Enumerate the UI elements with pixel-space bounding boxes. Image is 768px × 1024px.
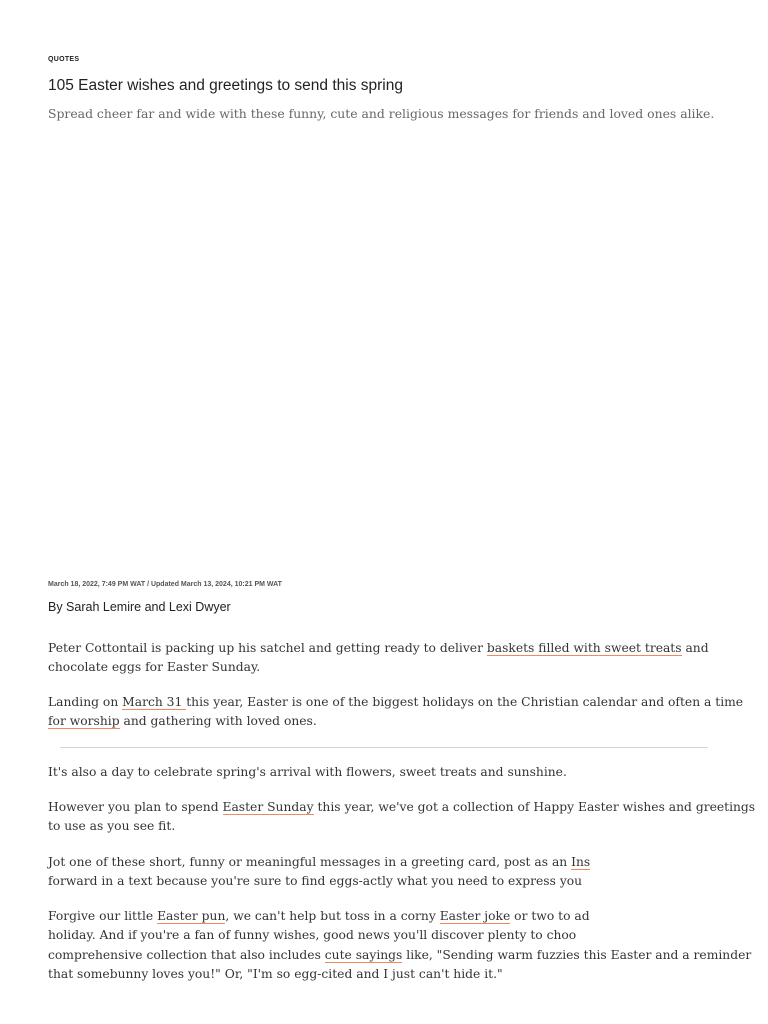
paragraph-6-text: Forgive our little: [48, 909, 158, 923]
article-headline: 105 Easter wishes and greetings to send this spring: [48, 77, 403, 94]
paragraph-6-text-2: , we can't help but toss in a corny: [225, 909, 440, 923]
paragraph-4: [48, 798, 756, 837]
paragraph-1: [48, 639, 720, 678]
paragraph-3-text: It's also a day to celebrate spring's arrival with flowers, sweet treats and sunshine.: [48, 765, 567, 779]
paragraph-6: [48, 907, 752, 985]
easter-pun-link[interactable]: Easter pun: [157, 909, 226, 923]
paragraph-2-text-2: this year, Easter is one of the biggest holidays on the Christian calendar and often a time: [186, 695, 744, 709]
paragraph-1-text: Peter Cottontail is packing up his satchel and getting ready to deliver: [48, 641, 487, 655]
article-dateline: March 18, 2022, 7:49 PM WAT / Updated March 13, 2024, 10:21 PM WAT: [48, 581, 282, 588]
paragraph-2-text: Landing on: [48, 695, 123, 709]
paragraph-1-text-2: and: [681, 641, 709, 655]
paragraph-6-text-3: or two to ad: [510, 909, 590, 923]
paragraph-2: [48, 693, 744, 732]
paragraph-4-text-3: to use as you see fit.: [48, 819, 176, 834]
instagram-link[interactable]: Ins: [571, 855, 591, 869]
paragraph-5-text-2: forward in a text because you're sure to find eggs-actly what you need to express you: [48, 874, 583, 889]
paragraph-5-text: Jot one of these short, funny or meaningful messages in a greeting card, post as an: [48, 855, 572, 869]
worship-link[interactable]: for worship: [48, 714, 120, 729]
paragraph-4-text-2: this year, we've got a collection of Happy Easter wishes and greetings: [313, 800, 756, 814]
easter-sunday-link[interactable]: Easter Sunday: [222, 800, 314, 814]
paragraph-5: [48, 853, 591, 892]
paragraph-2-text-3: and gathering with loved ones.: [119, 714, 317, 729]
paragraph-4-text: However you plan to spend: [48, 800, 223, 814]
article-byline: By Sarah Lemire and Lexi Dwyer: [48, 600, 231, 614]
divider: [60, 747, 708, 748]
paragraph-6-text-6: like, "Sending warm fuzzies this Easter and a reminder: [402, 947, 752, 962]
section-kicker[interactable]: QUOTES: [48, 56, 80, 63]
article-dek: Spread cheer far and wide with these funny, cute and religious messages for friends and loved ones alike.: [48, 106, 715, 121]
paragraph-6-text-4: holiday. And if you're a fan of funny wishes, good news you'll discover plenty to choo: [48, 928, 577, 943]
paragraph-6-text-5: comprehensive collection that also includes: [48, 947, 325, 962]
easter-joke-link[interactable]: Easter joke: [439, 909, 511, 923]
march-31-link[interactable]: March 31: [122, 695, 187, 709]
baskets-link[interactable]: baskets filled with sweet treats: [486, 641, 682, 655]
cute-sayings-link[interactable]: cute sayings: [324, 947, 403, 962]
paragraph-6-text-7: that somebunny loves you!" Or, "I'm so egg-cited and I just can't hide it.": [48, 967, 503, 982]
paragraph-1-text-3: chocolate eggs for Easter Sunday.: [48, 660, 261, 675]
paragraph-3: [48, 763, 720, 782]
